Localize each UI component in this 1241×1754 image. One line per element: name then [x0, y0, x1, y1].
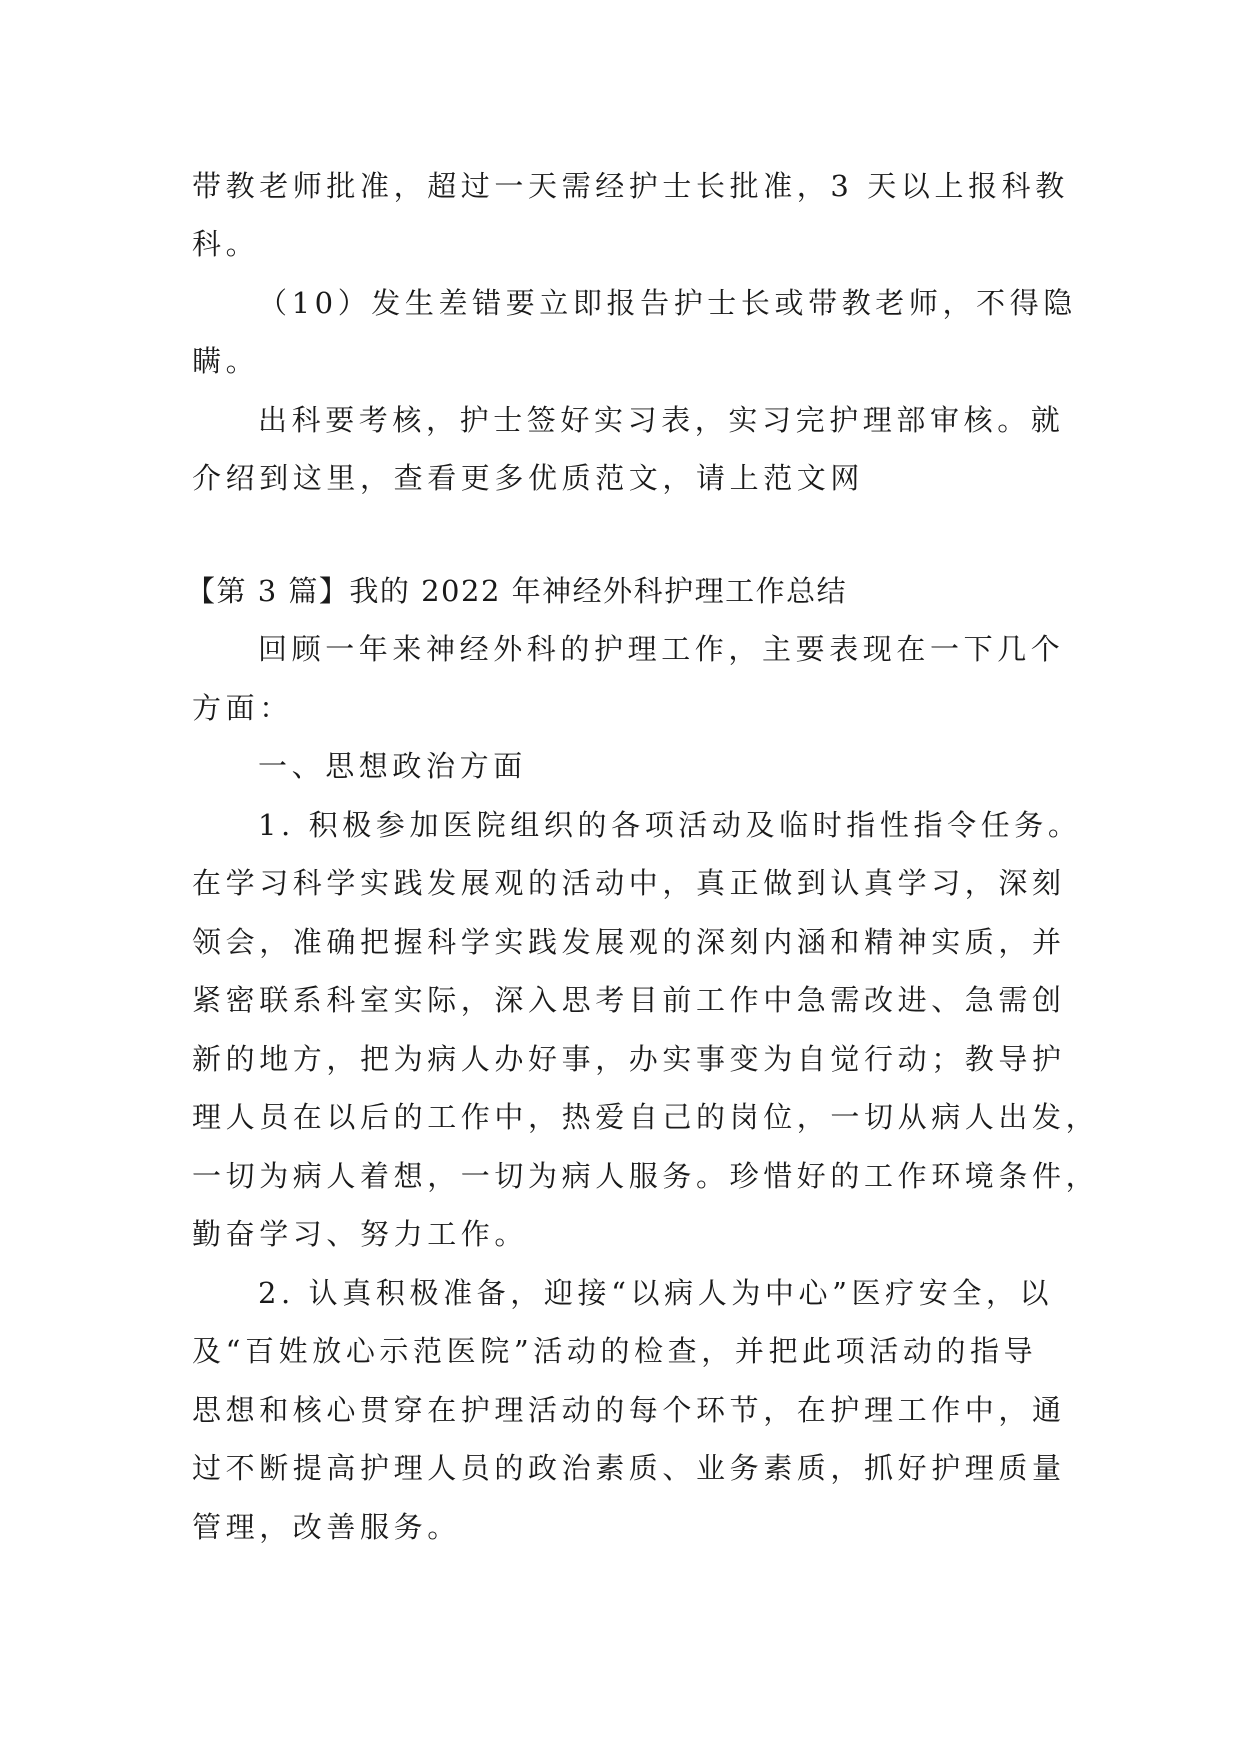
text-line-content: 出科要考核，护士签好实习表，实习完护理部审核。就 — [258, 403, 1065, 437]
text-line — [0, 861, 1241, 905]
text-line — [0, 1388, 1241, 1432]
text-line-content: 领会，准确把握科学实践发展观的深刻内涵和精神实质，并 — [192, 925, 1066, 959]
text-line-content: 勤奋学习、努力工作。 — [192, 1217, 529, 1251]
text-line — [0, 164, 1241, 208]
text-line — [0, 222, 1241, 266]
text-line — [0, 339, 1241, 383]
text-line-content: 2. 认真积极准备，迎接“以病人为中心”医疗安全，以 — [258, 1276, 1054, 1310]
text-line-content: 一切为病人着想，一切为病人服务。珍惜好的工作环境条件， — [192, 1159, 1100, 1193]
section-heading — [0, 569, 1241, 613]
text-line — [0, 281, 1241, 325]
text-line — [0, 1505, 1241, 1549]
text-line — [0, 456, 1241, 500]
text-line-content: 思想和核心贯穿在护理活动的每个环节，在护理工作中，通 — [192, 1393, 1066, 1427]
text-line-content: 带教老师批准，超过一天需经护士长批准，3 天以上报科教 — [192, 169, 1069, 203]
text-line-content: 科。 — [192, 227, 260, 261]
text-line-content: （10）发生差错要立即报告护士长或带教老师，不得隐 — [258, 286, 1077, 320]
text-line — [0, 1446, 1241, 1490]
text-line — [0, 744, 1241, 788]
section-heading-text: 【第 3 篇】我的 2022 年神经外科护理工作总结 — [186, 574, 848, 608]
text-line — [0, 1212, 1241, 1256]
text-line-content: 理人员在以后的工作中，热爱自己的岗位，一切从病人出发， — [192, 1100, 1100, 1134]
text-line-content: 介绍到这里，查看更多优质范文，请上范文网 — [192, 461, 865, 495]
text-line — [0, 1329, 1241, 1373]
text-line-content: 回顾一年来神经外科的护理工作，主要表现在一下几个 — [258, 632, 1065, 666]
text-line-content: 在学习科学实践发展观的活动中，真正做到认真学习，深刻 — [192, 866, 1066, 900]
text-line — [0, 1037, 1241, 1081]
text-line — [0, 920, 1241, 964]
text-line-content: 瞒。 — [192, 344, 260, 378]
text-line — [0, 803, 1241, 847]
text-line — [0, 978, 1241, 1022]
text-line — [0, 1271, 1241, 1315]
text-line — [0, 686, 1241, 730]
text-line-content: 及“百姓放心示范医院”活动的检查，并把此项活动的指导 — [192, 1334, 1038, 1368]
text-line-content: 一、思想政治方面 — [258, 749, 527, 783]
text-line-content: 1. 积极参加医院组织的各项活动及临时指性指令任务。 — [258, 808, 1082, 842]
text-line — [0, 398, 1241, 442]
text-line-content: 方面： — [192, 691, 293, 725]
text-line — [0, 1095, 1241, 1139]
text-line-content: 管理，改善服务。 — [192, 1510, 461, 1544]
text-line — [0, 627, 1241, 671]
text-line-content: 过不断提高护理人员的政治素质、业务素质，抓好护理质量 — [192, 1451, 1066, 1485]
text-line-content: 新的地方，把为病人办好事，办实事变为自觉行动；教导护 — [192, 1042, 1066, 1076]
text-line-content: 紧密联系科室实际，深入思考目前工作中急需改进、急需创 — [192, 983, 1066, 1017]
text-line — [0, 1154, 1241, 1198]
